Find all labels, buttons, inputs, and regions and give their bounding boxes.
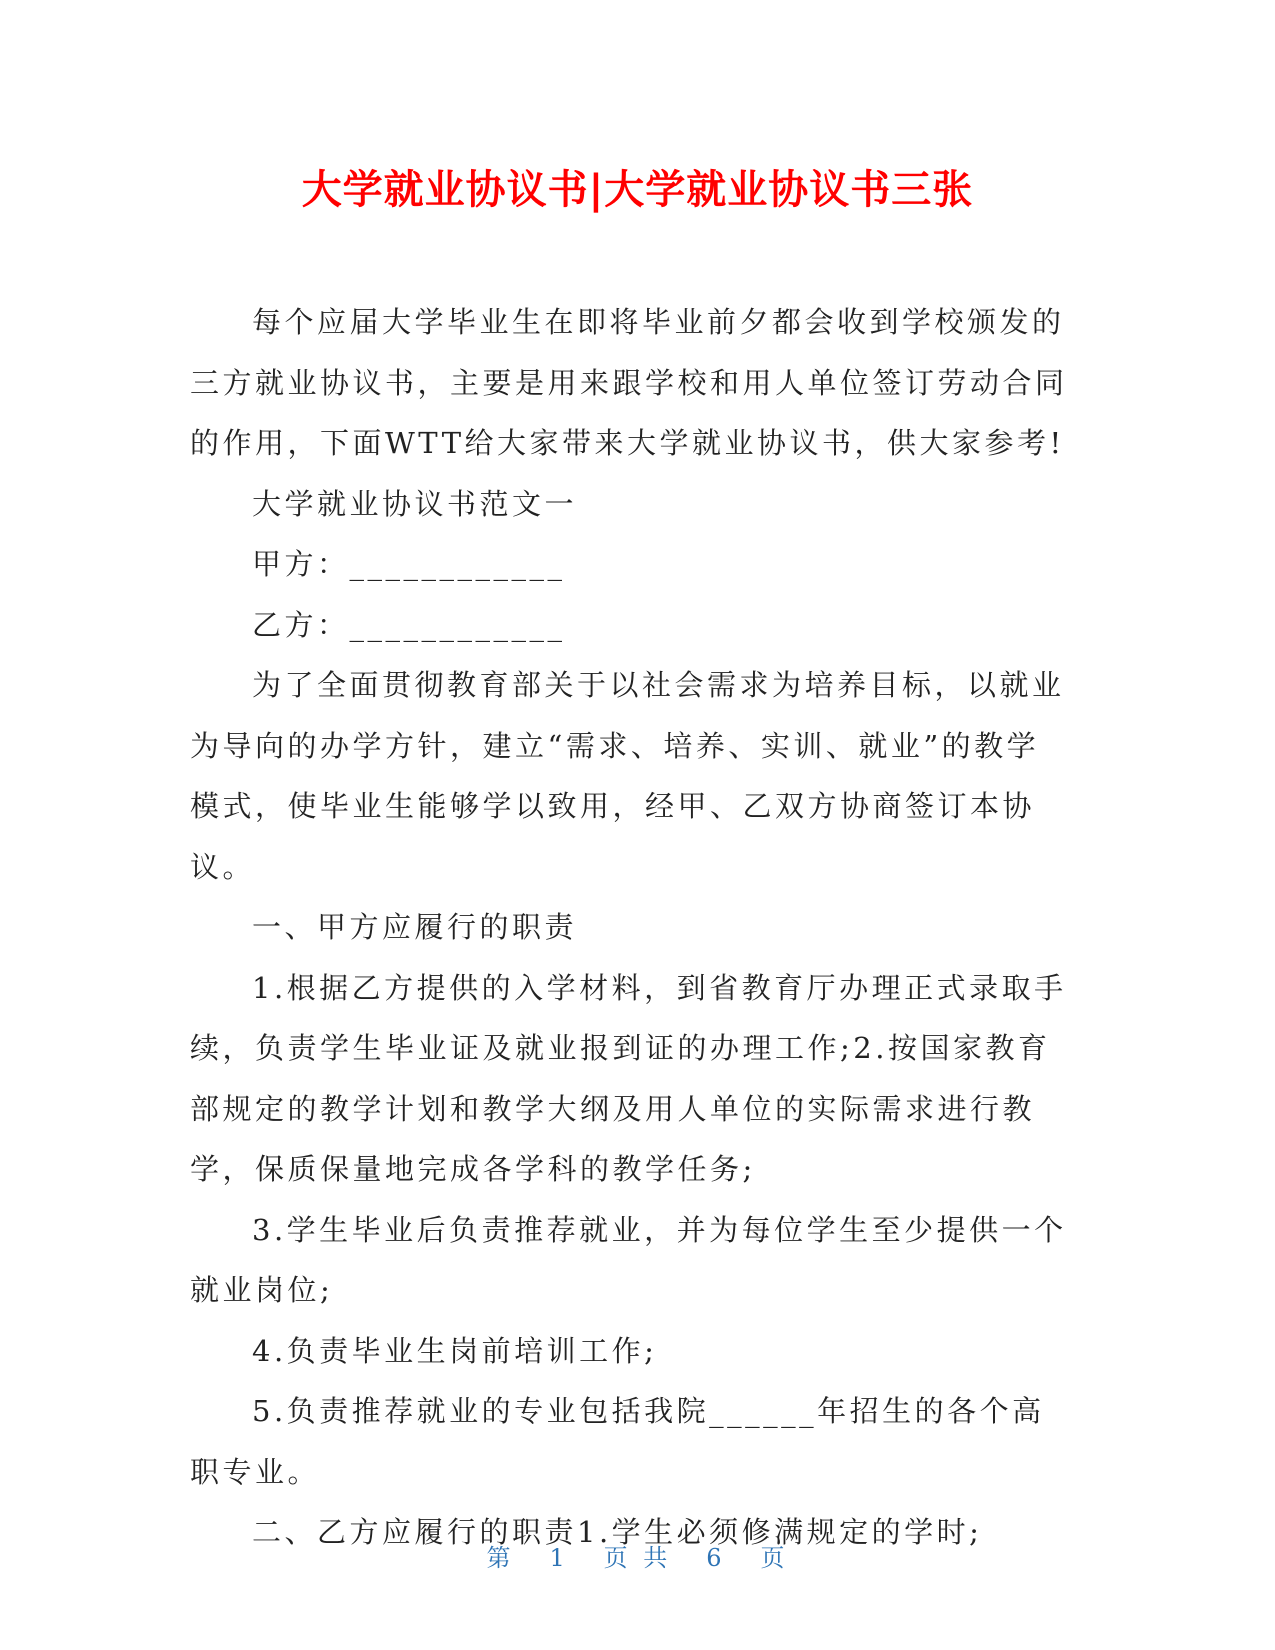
clause-paragraph: 5.负责推荐就业的专业包括我院______年招生的各个高职专业。 — [190, 1394, 1045, 1489]
page-number-footer — [0, 1543, 1275, 1573]
clause-paragraph: 3.学生毕业后负责推荐就业，并为每位学生至少提供一个就业岗位; — [190, 1212, 1067, 1307]
section-heading-party-b: 二、乙方应履行的职责1.学生必须修满规定的学时; — [252, 1515, 983, 1549]
footer-label-prefix: 第 — [486, 1544, 515, 1572]
document-body — [190, 292, 1070, 1563]
clause-paragraph: 1.根据乙方提供的入学材料，到省教育厅办理正式录取手续，负责学生毕业证及就业报到证的办理工作;2.按国家教育部规定的教学计划和教学大纲及用人单位的实际需求进行教学，保质保量地完成各学科的教学任务; — [190, 970, 1067, 1186]
total-pages-number: 6 — [706, 1544, 726, 1572]
current-page-number: 1 — [549, 1544, 569, 1572]
footer-label-suffix: 页 — [760, 1544, 789, 1572]
document-title: 大学就业协议书|大学就业协议书三张 — [301, 167, 974, 213]
party-a-line: 甲方：____________ — [252, 547, 566, 581]
section-heading-party-a: 一、甲方应履行的职责 — [252, 910, 578, 944]
intro-paragraph: 每个应届大学毕业生在即将毕业前夕都会收到学校颁发的三方就业协议书，主要是用来跟学校和用人单位签订劳动合同的作用，下面WTT给大家带来大学就业协议书，供大家参考! — [190, 305, 1068, 460]
party-b-line: 乙方：____________ — [252, 607, 566, 642]
purpose-paragraph: 为了全面贯彻教育部关于以社会需求为培养目标，以就业为导向的办学方针，建立“需求、培养、实训、就业”的教学模式，使毕业生能够学以致用，经甲、乙双方协商签订本协议。 — [190, 668, 1065, 884]
clause-paragraph: 4.负责毕业生岗前培训工作; — [252, 1333, 658, 1368]
footer-label-middle: 页 共 — [603, 1544, 672, 1572]
sample-heading: 大学就业协议书范文一 — [252, 486, 578, 521]
